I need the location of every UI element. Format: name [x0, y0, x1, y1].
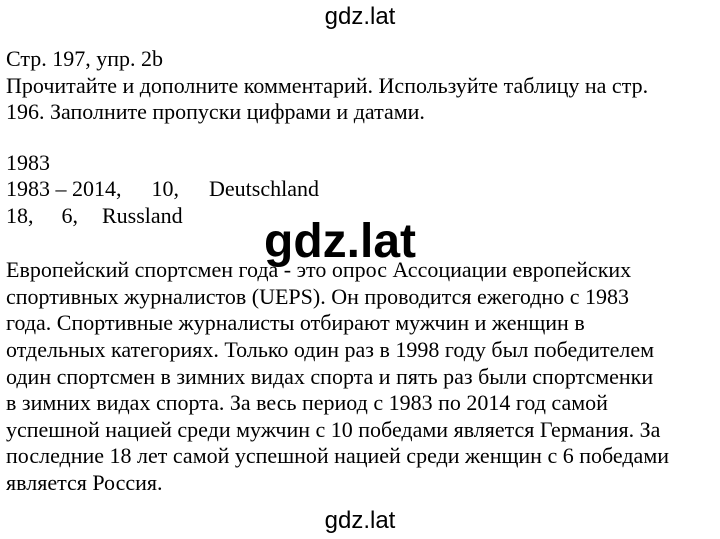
- text-line: является Россия.: [6, 470, 163, 495]
- watermark-bottom: gdz.lat: [324, 507, 396, 534]
- text-line: Европейский спортсмен года - это опрос Ассоциации европейских: [6, 257, 632, 282]
- text-line: успешной нацией среди мужчин с 10 победами является Германия. За: [6, 417, 661, 442]
- answer-period: 1983 – 2014,: [6, 176, 122, 201]
- answer-wins-men: 10,: [151, 176, 179, 201]
- watermark-top: gdz.lat: [324, 3, 396, 30]
- answer-years: 18,: [6, 203, 34, 228]
- answer-country-men: Deutschland: [209, 176, 319, 201]
- answer-wins-women: 6,: [61, 203, 78, 228]
- page-reference: Стр. 197, упр. 2b: [6, 46, 164, 71]
- text-line: один спортсмен в зимних видах спорта и пять раз были спортсменки: [6, 364, 654, 389]
- answer-row-2: [6, 176, 319, 202]
- answer-row-1: 1983: [6, 150, 50, 175]
- text-line: последние 18 лет самой успешной нацией среди женщин с 6 победами: [6, 443, 670, 468]
- instruction-line-2: 196. Заполните пропуски цифрами и датами.: [6, 99, 425, 124]
- text-line: года. Спортивные журналисты отбирают мужчин и женщин в: [6, 310, 585, 335]
- answer-country-women: Russland: [102, 203, 183, 228]
- text-line: отдельных категориях. Только один раз в 1998 году был победителем: [6, 337, 655, 362]
- text-line: в зимних видах спорта. За весь период с 1983 по 2014 год самой: [6, 390, 608, 415]
- watermark-center: gdz.lat: [264, 215, 416, 268]
- instruction-line-1: Прочитайте и дополните комментарий. Используйте таблицу на стр.: [6, 73, 649, 98]
- text-line: спортивных журналистов (UEPS). Он проводится ежегодно с 1983: [6, 284, 629, 309]
